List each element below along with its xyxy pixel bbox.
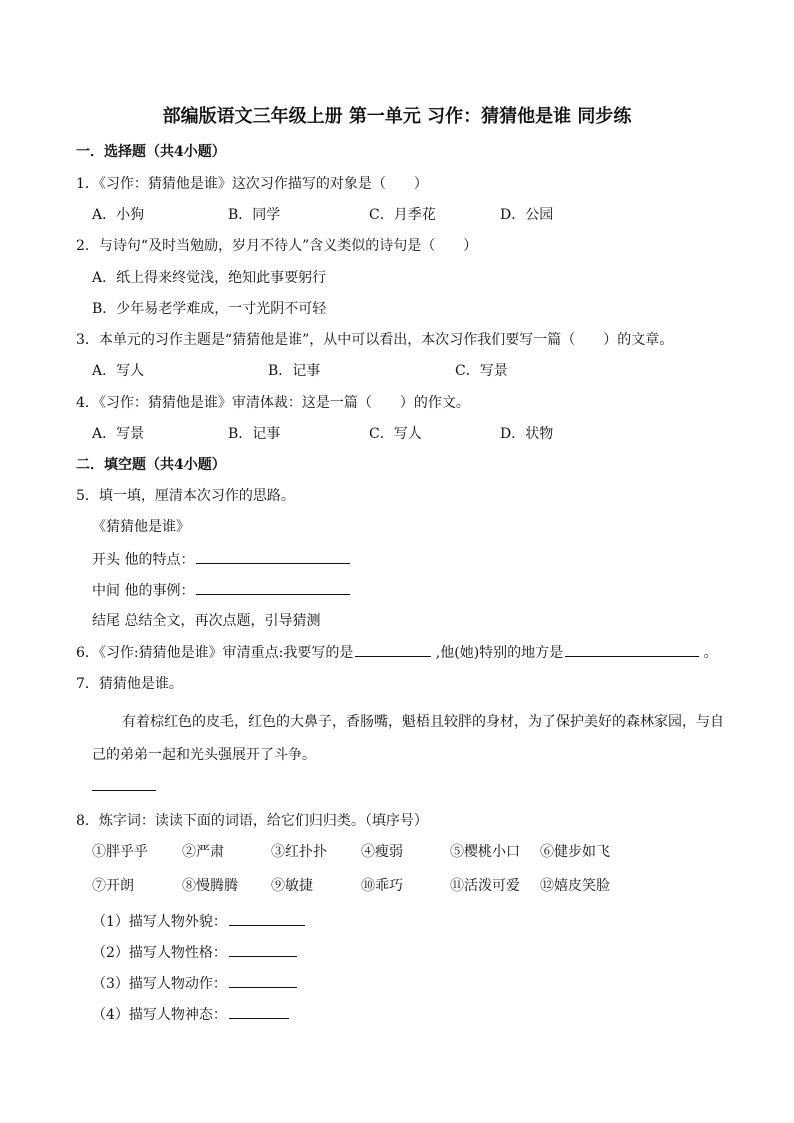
answer-blank[interactable]: [565, 642, 699, 657]
answer-blank[interactable]: [229, 1004, 289, 1019]
word-item: ⑦开朗: [92, 878, 134, 894]
question-5-row-ending: 结尾 总结全文，再次点题，引导猜测: [92, 613, 321, 629]
question-3-option-c: C．写景: [455, 363, 508, 379]
question-8-stem: 8．炼字词：读读下面的词语，给它们归归类。（填序号）: [76, 813, 428, 829]
word-item: ⑪活泼可爱: [450, 878, 520, 894]
word-item: ⑥健步如飞: [540, 844, 610, 860]
question-6-part2: ,他(她)特别的地方是: [431, 645, 564, 661]
question-4-option-b: B．记事: [228, 426, 281, 442]
question-1-option-a: A．小狗: [92, 207, 145, 223]
question-7-paragraph-line1: 有着棕红色的皮毛，红色的大鼻子，香肠嘴，魁梧且较胖的身材，为了保护美好的森林家园，与自: [122, 714, 724, 730]
question-8-sub3-label: （3）描写人物动作：: [92, 976, 227, 992]
answer-blank[interactable]: [229, 911, 305, 926]
word-item: ⑫嬉皮笑脸: [540, 878, 610, 894]
question-2-stem: 2．与诗句“及时当勉励，岁月不待人”含义类似的诗句是（ ）: [76, 238, 478, 254]
question-1-stem: 1．《习作：猜猜他是谁》这次习作描写的对象是（ ）: [76, 176, 428, 192]
question-4-option-c: C．写人: [369, 426, 422, 442]
question-8-sub-expression: [92, 1004, 289, 1025]
word-item: ⑨敏捷: [271, 878, 313, 894]
question-7-paragraph-line2: 己的弟弟一起和光头强展开了斗争。: [92, 747, 316, 763]
question-1-option-d: D．公园: [500, 207, 554, 223]
question-7-stem: 7．猜猜他是谁。: [76, 676, 183, 692]
word-item: ④瘦弱: [361, 844, 403, 860]
section-heading-choice: 一．选择题（共4小题）: [76, 144, 226, 160]
answer-blank[interactable]: [92, 776, 156, 791]
section-heading-fill: 二．填空题（共4小题）: [76, 457, 226, 473]
answer-blank[interactable]: [196, 580, 350, 595]
question-5-row-middle: [92, 580, 350, 601]
question-6: [76, 642, 718, 663]
question-4-option-a: A．写景: [92, 426, 145, 442]
question-5-row-opening: [92, 549, 350, 570]
question-3-option-a: A．写人: [92, 363, 145, 379]
question-3-stem: 3．本单元的习作主题是“猜猜他是谁”，从中可以看出，本次习作我们要写一篇（ ）的文章。: [76, 332, 674, 348]
question-8-sub1-label: （1）描写人物外貌：: [92, 914, 227, 930]
question-1-option-b: B．同学: [228, 207, 281, 223]
word-item: ①胖乎乎: [92, 844, 148, 860]
answer-blank[interactable]: [229, 942, 297, 957]
question-4-stem: 4．《习作：猜猜他是谁》审清体裁：这是一篇（ ）的作文。: [76, 395, 470, 411]
question-4-option-d: D．状物: [500, 426, 554, 442]
question-8-sub-appearance: [92, 911, 305, 932]
page-title: 部编版语文三年级上册 第一单元 习作：猜猜他是谁 同步练: [162, 106, 632, 127]
question-8-sub-personality: [92, 942, 297, 963]
question-5-stem: 5．填一填，厘清本次习作的思路。: [76, 488, 295, 504]
word-item: ⑤樱桃小口: [450, 844, 520, 860]
question-3-option-b: B．记事: [268, 363, 321, 379]
question-5-row-opening-label: 开头 他的特点：: [92, 552, 195, 568]
question-2-option-b: B．少年易老学难成，一寸光阴不可轻: [92, 301, 327, 317]
question-1-option-c: C．月季花: [369, 207, 436, 223]
question-8-sub2-label: （2）描写人物性格：: [92, 945, 227, 961]
answer-blank[interactable]: [229, 973, 297, 988]
question-7-answer: [92, 776, 156, 797]
word-item: ⑧慢腾腾: [182, 878, 238, 894]
answer-blank[interactable]: [196, 549, 350, 564]
question-5-row-middle-label: 中间 他的事例：: [92, 583, 195, 599]
word-item: ②严肃: [182, 844, 224, 860]
question-2-option-a: A．纸上得来终觉浅，绝知此事要躬行: [92, 270, 327, 286]
question-8-sub4-label: （4）描写人物神态：: [92, 1007, 227, 1023]
question-8-sub-action: [92, 973, 297, 994]
word-item: ⑩乖巧: [361, 878, 403, 894]
question-6-part1: 6．《习作:猜猜他是谁》审清重点:我要写的是: [76, 645, 354, 661]
question-5-essay-title: 《猜猜他是谁》: [92, 519, 190, 535]
answer-blank[interactable]: [355, 642, 431, 657]
question-6-part3: 。: [699, 645, 718, 661]
word-item: ③红扑扑: [271, 844, 327, 860]
